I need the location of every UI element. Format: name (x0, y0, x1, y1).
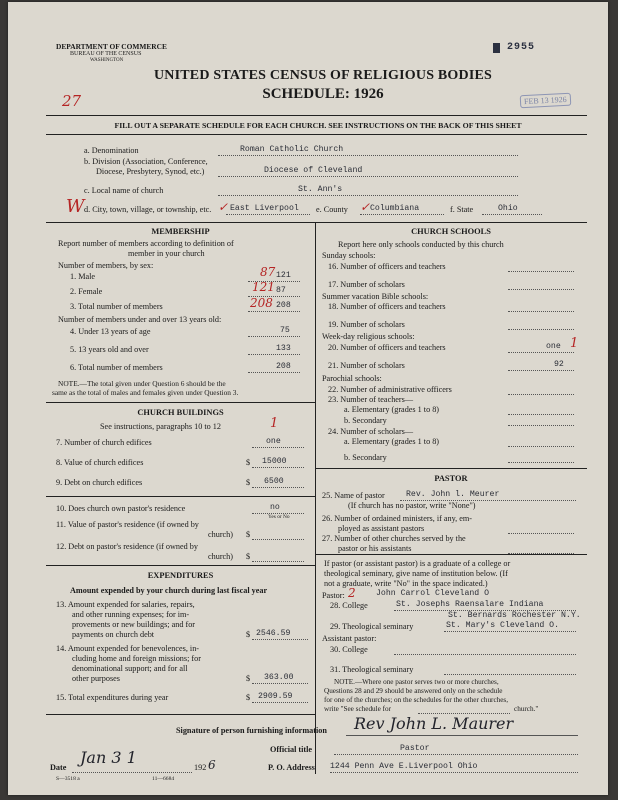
q15-label: 15. Total expenditures during year (56, 693, 169, 702)
q8-label: 8. Value of church edifices (56, 458, 144, 467)
dollar-sign: $ (246, 478, 251, 487)
city-value[interactable]: East Liverpool (230, 204, 299, 213)
dollar-sign: $ (246, 458, 251, 467)
q1-value[interactable]: 121 (276, 271, 291, 280)
dollar-sign: $ (246, 693, 251, 702)
po-address-label: P. O. Address (268, 763, 315, 772)
county-label: e. County (316, 205, 348, 214)
census-schedule-sheet (8, 2, 608, 795)
w-mark: W (66, 196, 85, 217)
q21-value[interactable]: 92 (554, 360, 564, 369)
q10-hint: Yes or No (268, 514, 290, 520)
q13-line-4: payments on church debt (72, 630, 155, 639)
q2-label: 2. Female (70, 287, 103, 296)
q10-label: 10. Does church own pastor's residence (56, 504, 186, 513)
received-stamp: FEB 13 1926 (520, 93, 571, 109)
department-label: DEPARTMENT OF COMMERCE (56, 42, 167, 51)
q12-label-2: church) (208, 552, 234, 561)
q26-label-2: ployed as assistant pastors (338, 524, 425, 533)
q8-value[interactable]: 15000 (262, 457, 287, 466)
membership-note: NOTE.—The total given under Question 6 should be the (58, 379, 226, 388)
q29-label: 29. Theological seminary (330, 622, 414, 631)
q12-label: 12. Debt on pastor's residence (if owned by (56, 542, 198, 551)
pastor-note-2: Questions 28 and 29 should be answered only on the schedule (324, 687, 503, 695)
signature-label: Signature of person furnishing information (176, 726, 327, 735)
po-address-value[interactable]: 1244 Penn Ave E.Liverpool Ohio (330, 762, 478, 771)
serial-mark (493, 43, 500, 53)
state-label: f. State (450, 205, 474, 214)
state-value[interactable]: Ohio (498, 204, 518, 213)
q24-label: 24. Number of scholars— (328, 427, 414, 436)
q27-label-2: pastor or his assistants (338, 544, 412, 553)
membership-intro: Report number of members according to definition of (58, 239, 234, 248)
q23b-label: b. Secondary (344, 416, 387, 425)
division-label-2: Diocese, Presbytery, Synod, etc.) (96, 167, 205, 176)
local-name-value[interactable]: St. Ann's (298, 185, 343, 194)
check-mark: ✓ (360, 200, 371, 214)
q13-line-2: and other running expenses; for im- (72, 610, 190, 619)
expenditures-heading: EXPENDITURES (147, 571, 214, 580)
q28-value-2[interactable]: St. Josephs Raensalare Indiana (396, 600, 544, 609)
pastor-sub-label: Pastor: (322, 591, 345, 600)
schools-sub: Report here only schools conducted by this church (338, 240, 504, 249)
q11-label-2: church) (208, 530, 234, 539)
division-value[interactable]: Diocese of Cleveland (264, 166, 363, 175)
buildings-hand-mark: 1 (270, 416, 279, 431)
denomination-value[interactable]: Roman Catholic Church (240, 145, 344, 154)
dollar-sign: $ (246, 674, 251, 683)
date-value[interactable]: Jan 3 1 (80, 748, 137, 767)
q17-label: 17. Number of scholars (328, 280, 405, 289)
by-sex-label: Number of members, by sex: (58, 261, 154, 270)
expenditures-sub: Amount expended by your church during last fiscal year (70, 586, 268, 595)
q20-label: 20. Number of officers and teachers (328, 343, 446, 352)
dollar-sign: $ (246, 530, 251, 539)
q28-value-1[interactable]: John Carrol Cleveland O (376, 589, 490, 598)
q13-line-1: 13. Amount expended for salaries, repairs, (56, 600, 195, 609)
q14-value[interactable]: 363.00 (264, 673, 294, 682)
instruction-line: FILL OUT A SEPARATE SCHEDULE FOR EACH CHURCH. SEE INSTRUCTIONS ON THE BACK OF THIS SHEET (114, 121, 522, 130)
city-label: d. City, town, village, or township, etc. (84, 205, 212, 214)
city-label: WASHINGTON (90, 58, 124, 63)
margin-number: 27 (62, 92, 82, 110)
q21-label: 21. Number of scholars (328, 361, 405, 370)
q2-value[interactable]: 87 (276, 286, 286, 295)
q25-hint: (If church has no pastor, write "None") (348, 501, 476, 510)
q19-label: 19. Number of scholars (328, 320, 405, 329)
print-number: 11—6684 (152, 776, 175, 782)
q14-line-1: 14. Amount expended for benevolences, in- (56, 644, 200, 653)
assistant-label: Assistant pastor: (322, 634, 377, 643)
q25-value[interactable]: Rev. John l. Meurer (406, 490, 500, 499)
pastor-note-4: write "See schedule for (324, 705, 391, 713)
membership-note-2: same as the total of males and females given under Question 3. (52, 388, 239, 397)
q14-line-4: other purposes (72, 674, 120, 683)
q5-value[interactable]: 133 (276, 344, 291, 353)
q6-label: 6. Total number of members (70, 363, 163, 372)
q1-label: 1. Male (70, 272, 96, 281)
bureau-label: BUREAU OF THE CENSUS (70, 51, 142, 57)
graduate-note: If pastor (or assistant pastor) is a graduate of a college or (324, 559, 511, 568)
sunday-label: Sunday schools: (322, 251, 376, 260)
q4-label: 4. Under 13 years of age (70, 327, 151, 336)
dollar-sign: $ (246, 630, 251, 639)
q28-label: 28. College (330, 601, 368, 610)
q13-value[interactable]: 2546.59 (256, 629, 291, 638)
date-label: Date (50, 763, 67, 772)
q26-label: 26. Number of ordained ministers, if any, em- (322, 514, 472, 523)
q29-value-1[interactable]: St. Bernards Rochester N.Y. (448, 611, 581, 620)
summer-label: Summer vacation Bible schools: (322, 292, 429, 301)
q23a-label: a. Elementary (grades 1 to 8) (344, 405, 440, 414)
q18-label: 18. Number of officers and teachers (328, 302, 446, 311)
q29-value-2[interactable]: St. Mary's Cleveland O. (446, 621, 560, 630)
signature[interactable]: Rev John L. Maurer (354, 714, 514, 733)
age-intro: Number of members under and over 13 years old: (58, 315, 222, 324)
q3-label: 3. Total number of members (70, 302, 163, 311)
q27-label: 27. Number of other churches served by the (322, 534, 466, 543)
schools-heading: CHURCH SCHOOLS (411, 227, 491, 236)
q24a-label: a. Elementary (grades 1 to 8) (344, 437, 440, 446)
schedule-title: SCHEDULE: 1926 (262, 86, 384, 102)
membership-heading: MEMBERSHIP (151, 227, 210, 236)
buildings-heading: CHURCH BUILDINGS (137, 408, 224, 417)
division-label: b. Division (Association, Conference, (84, 157, 208, 166)
q16-label: 16. Number of officers and teachers (328, 262, 446, 271)
q25-label: 25. Name of pastor (322, 491, 385, 500)
graduate-note-2: theological seminary, give name of institution below. (If (324, 569, 508, 578)
graduate-note-3: not a graduate, write "No" in the space indicated.) (324, 579, 488, 588)
q20-handwritten: 1 (570, 336, 579, 351)
q9-value[interactable]: 6500 (264, 477, 284, 486)
denomination-label: a. Denomination (84, 146, 139, 155)
q9-label: 9. Debt on church edifices (56, 478, 143, 487)
pastor-hand-mark: 2 (348, 586, 356, 600)
q5-label: 5. 13 years old and over (70, 345, 149, 354)
q31-label: 31. Theological seminary (330, 665, 414, 674)
q6-value[interactable]: 208 (276, 362, 291, 371)
county-value[interactable]: Columbiana (370, 204, 420, 213)
q1-handwritten: 87 (260, 265, 276, 279)
q13-line-3: provements or new buildings; and for (72, 620, 196, 629)
dollar-sign: $ (246, 552, 251, 561)
form-number: S—3518 a (56, 776, 80, 782)
year-handwritten: 6 (208, 758, 216, 772)
q24b-label: b. Secondary (344, 453, 387, 462)
q14-line-3: denominational support; and for all (72, 664, 188, 673)
pastor-note-3: for one of the churches; on the schedules for the other churches, (324, 696, 509, 704)
q7-value[interactable]: one (266, 437, 281, 446)
q7-label: 7. Number of church edifices (56, 438, 152, 447)
q15-value[interactable]: 2909.59 (258, 692, 293, 701)
q3-handwritten: 208 (250, 296, 273, 310)
serial-number: 2955 (507, 42, 536, 53)
parochial-label: Parochial schools: (322, 374, 382, 383)
official-title-label: Official title (270, 745, 313, 754)
membership-intro-2: member in your church (128, 249, 205, 258)
q23-label: 23. Number of teachers— (328, 395, 414, 404)
official-title-value[interactable]: Pastor (400, 744, 430, 753)
local-name-label: c. Local name of church (84, 186, 164, 195)
pastor-heading: PASTOR (434, 474, 468, 483)
q10-value[interactable]: no (270, 503, 280, 512)
q2-handwritten: 121 (252, 280, 275, 294)
q4-value[interactable]: 75 (280, 326, 290, 335)
q14-line-2: cluding home and foreign missions; for (72, 654, 201, 663)
form-title: UNITED STATES CENSUS OF RELIGIOUS BODIES (153, 68, 492, 83)
q22-label: 22. Number of administrative officers (328, 385, 452, 394)
pastor-note-5: church." (514, 705, 539, 713)
q30-label: 30. College (330, 645, 368, 654)
q3-value[interactable]: 208 (276, 301, 291, 310)
weekday-label: Week-day religious schools: (322, 332, 415, 341)
buildings-sub: See instructions, paragraphs 10 to 12 (100, 422, 221, 431)
check-mark: ✓ (218, 200, 229, 214)
q20-value[interactable]: one (546, 342, 561, 351)
pastor-note: NOTE.—Where one pastor serves two or more churches, (334, 678, 499, 686)
q11-label: 11. Value of pastor's residence (if owned by (56, 520, 199, 529)
year-suffix: 192 (194, 763, 207, 772)
